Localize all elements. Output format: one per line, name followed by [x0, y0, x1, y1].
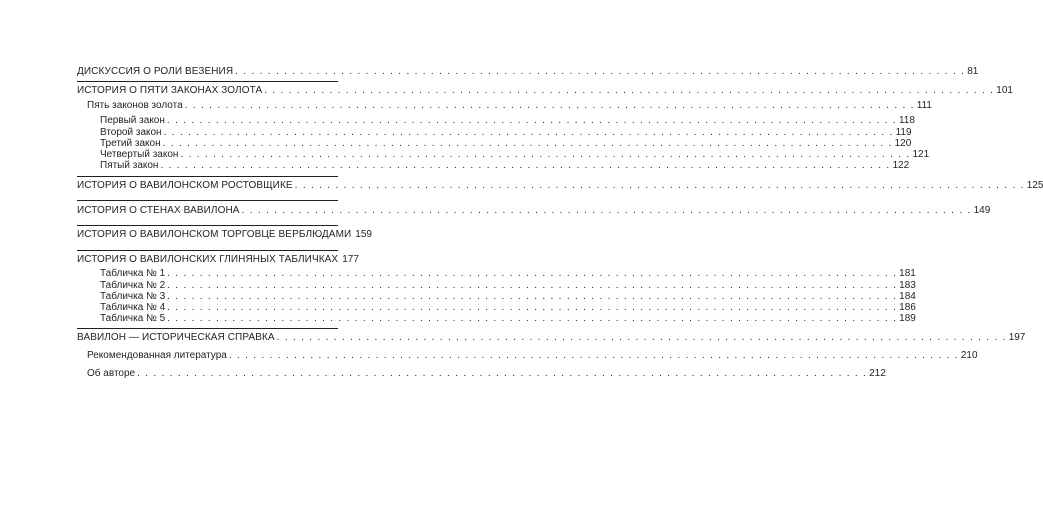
toc-entry[interactable] — [87, 350, 978, 362]
toc-entry-title: Табличка № 3 — [100, 291, 166, 302]
dot-leader: . . . . . . . . . . . . . . . . . . . . . . . . . . . . . . . . . . . . . . . . . . . . . . . . . . . . . . . . . . . . . . . . . . . . . . . . . . . . . . . . . . . . . . . . . . — [294, 180, 1025, 191]
toc-entry-title: ИСТОРИЯ О ВАВИЛОНСКИХ ГЛИНЯНЫХ ТАБЛИЧКАХ — [77, 254, 339, 265]
toc-entry-title: Табличка № 5 — [100, 313, 166, 324]
dot-leader: . . . . . . . . . . . . . . . . . . . . . . . . . . . . . . . . . . . . . . . . . . . . . . . . . . . . . . . . . . . . . . . . . . . . . . . . . . . . . . . . . . . . . . . . . . — [167, 313, 898, 324]
dot-leader: . . . . . . . . . . . . . . . . . . . . . . . . . . . . . . . . . . . . . . . . . . . . . . . . . . . . . . . . . . . . . . . . . . . . . . . . . . . . . . . . . . . . . . . . . . — [276, 332, 1007, 343]
toc-entry-page: 177 — [342, 254, 359, 265]
toc-entry-page: 212 — [869, 368, 886, 379]
section-divider — [77, 328, 338, 329]
dot-leader: . . . . . . . . . . . . . . . . . . . . . . . . . . . . . . . . . . . . . . . . . . . . . . . . . . . . . . . . . . . . . . . . . . . . . . . . . . . . . . . . . . . . . . . . . . — [184, 100, 915, 111]
toc-entry-page: 149 — [973, 205, 991, 216]
toc-entry-page: 189 — [899, 313, 916, 324]
dot-leader: . . . . . . . . . . . . . . . . . . . . . . . . . . . . . . . . . . . . . . . . . . . . . . . . . . . . . . . . . . . . . . . . . . . . . . . . . . . . . . . . . . . . . . . . . . — [167, 291, 898, 302]
section-divider — [77, 81, 338, 82]
dot-leader: . . . . . . . . . . . . . . . . . . . . . . . . . . . . . . . . . . . . . . . . . . . . . . . . . . . . . . . . . . . . . . . . . . . . . . . . . . . . . . . . . . . . . . . . . . — [235, 66, 966, 77]
toc-entry[interactable] — [100, 115, 915, 127]
section-divider — [77, 200, 338, 201]
dot-leader: . . . . . . . . . . . . . . . . . . . . . . . . . . . . . . . . . . . . . . . . . . . . . . . . . . . . . . . . . . . . . . . . . . . . . . . . . . . . . . . . . . . . . . . . . . — [137, 368, 868, 379]
dot-leader: . . . . . . . . . . . . . . . . . . . . . . . . . . . . . . . . . . . . . . . . . . . . . . . . . . . . . . . . . . . . . . . . . . . . . . . . . . . . . . . . . . . . . . . . . . — [167, 280, 898, 291]
toc-entry-title: Рекомендованная литература — [87, 350, 227, 361]
toc-entry-title: Пятый закон — [100, 160, 159, 171]
dot-leader: . . . . . . . . . . . . . . . . . . . . . . . . . . . . . . . . . . . . . . . . . . . . . . . . . . . . . . . . . . . . . . . . . . . . . . . . . . . . . . . . . . . . . . . . . . — [167, 302, 898, 313]
toc-entry[interactable] — [87, 368, 886, 380]
toc-entry-title: Четвертый закон — [100, 149, 179, 160]
toc-entry-title: ИСТОРИЯ О ВАВИЛОНСКОМ РОСТОВЩИКЕ — [77, 180, 293, 191]
dot-leader: . . . . . . . . . . . . . . . . . . . . . . . . . . . . . . . . . . . . . . . . . . . . . . . . . . . . . . . . . . . . . . . . . . . . . . . . . . . . . . . . . . . . . . . . . . — [228, 350, 959, 361]
section-divider — [77, 176, 338, 177]
section-divider — [77, 250, 338, 251]
toc-entry-title: Табличка № 4 — [100, 302, 166, 313]
toc-entry[interactable] — [77, 205, 991, 217]
toc-entry-title: ИСТОРИЯ О ВАВИЛОНСКОМ ТОРГОВЦЕ ВЕРБЛЮДАМИ — [77, 229, 352, 240]
toc-entry-page: 183 — [899, 280, 916, 291]
toc-entry-page: 118 — [898, 115, 915, 126]
section-divider — [77, 225, 338, 226]
toc-entry-title: Табличка № 2 — [100, 280, 166, 291]
toc-entry[interactable] — [100, 160, 910, 172]
toc-entry-page: 181 — [899, 268, 916, 279]
toc-entry-title: Об авторе — [87, 368, 136, 379]
toc-entry-title: ИСТОРИЯ О ПЯТИ ЗАКОНАХ ЗОЛОТА — [77, 85, 263, 96]
toc-entry-title: ВАВИЛОН — ИСТОРИЧЕСКАЯ СПРАВКА — [77, 332, 275, 343]
toc-entry-title: Второй закон — [100, 127, 162, 138]
toc-entry-page: 101 — [996, 85, 1013, 96]
toc-entry-title: Табличка № 1 — [100, 268, 166, 279]
toc-entry-page: 81 — [967, 66, 979, 77]
dot-leader: . . . . . . . . . . . . . . . . . . . . . . . . . . . . . . . . . . . . . . . . . . . . . . . . . . . . . . . . . . . . . . . . . . . . . . . . . . . . . . . . . . . . . . . . . . — [163, 127, 894, 138]
toc-entry-page: 186 — [899, 302, 916, 313]
toc-entry-page: 111 — [916, 100, 932, 111]
toc-entry[interactable] — [77, 332, 1026, 344]
toc-entry-page: 159 — [355, 229, 372, 240]
toc-entry-page: 210 — [960, 350, 978, 361]
toc-entry-page: 119 — [895, 127, 912, 138]
toc-entry-page: 197 — [1008, 332, 1026, 343]
toc-entry-page: 184 — [899, 291, 916, 302]
toc-entry-title: ДИСКУССИЯ О РОЛИ ВЕЗЕНИЯ — [77, 66, 234, 77]
toc-entry[interactable] — [77, 180, 1043, 192]
toc-entry-page: 120 — [894, 138, 912, 149]
dot-leader: . . . . . . . . . . . . . . . . . . . . . . . . . . . . . . . . . . . . . . . . . . . . . . . . . . . . . . . . . . . . . . . . . . . . . . . . . . . . . . . . . . . . . . . . . . — [180, 149, 911, 160]
toc-entry-page: 125 — [1026, 180, 1043, 191]
toc-entry[interactable] — [77, 229, 372, 241]
toc-entry-title: Первый закон — [100, 115, 165, 126]
toc-entry-page: 121 — [912, 149, 930, 160]
toc-entry[interactable] — [100, 313, 916, 325]
toc-entry[interactable] — [77, 66, 979, 78]
dot-leader: . . . . . . . . . . . . . . . . . . . . . . . . . . . . . . . . . . . . . . . . . . . . . . . . . . . . . . . . . . . . . . . . . . . . . . . . . . . . . . . . . . . . . . . . . . — [241, 205, 972, 216]
toc-entry-title: Третий закон — [100, 138, 161, 149]
dot-leader: . . . . . . . . . . . . . . . . . . . . . . . . . . . . . . . . . . . . . . . . . . . . . . . . . . . . . . . . . . . . . . . . . . . . . . . . . . . . . . . . . . . . . . . . . . — [264, 85, 995, 96]
dot-leader: . . . . . . . . . . . . . . . . . . . . . . . . . . . . . . . . . . . . . . . . . . . . . . . . . . . . . . . . . . . . . . . . . . . . . . . . . . . . . . . . . . . . . . . . . . — [167, 268, 898, 279]
toc-entry[interactable] — [77, 85, 1013, 97]
toc-entry[interactable] — [100, 268, 916, 280]
toc-entry[interactable] — [77, 254, 359, 266]
toc-entry-title: Пять законов золота — [87, 100, 183, 111]
dot-leader: . . . . . . . . . . . . . . . . . . . . . . . . . . . . . . . . . . . . . . . . . . . . . . . . . . . . . . . . . . . . . . . . . . . . . . . . . . . . . . . . . . . . . . . . . . — [166, 115, 897, 126]
toc-entry-page: 122 — [892, 160, 910, 171]
dot-leader: . . . . . . . . . . . . . . . . . . . . . . . . . . . . . . . . . . . . . . . . . . . . . . . . . . . . . . . . . . . . . . . . . . . . . . . . . . . . . . . . . . . . . . . . . . — [162, 138, 893, 149]
toc-entry-title: ИСТОРИЯ О СТЕНАХ ВАВИЛОНА — [77, 205, 240, 216]
toc-entry[interactable] — [87, 100, 932, 112]
dot-leader: . . . . . . . . . . . . . . . . . . . . . . . . . . . . . . . . . . . . . . . . . . . . . . . . . . . . . . . . . . . . . . . . . . . . . . . . . . . . . . . . . . . . . . . . . . — [160, 160, 891, 171]
